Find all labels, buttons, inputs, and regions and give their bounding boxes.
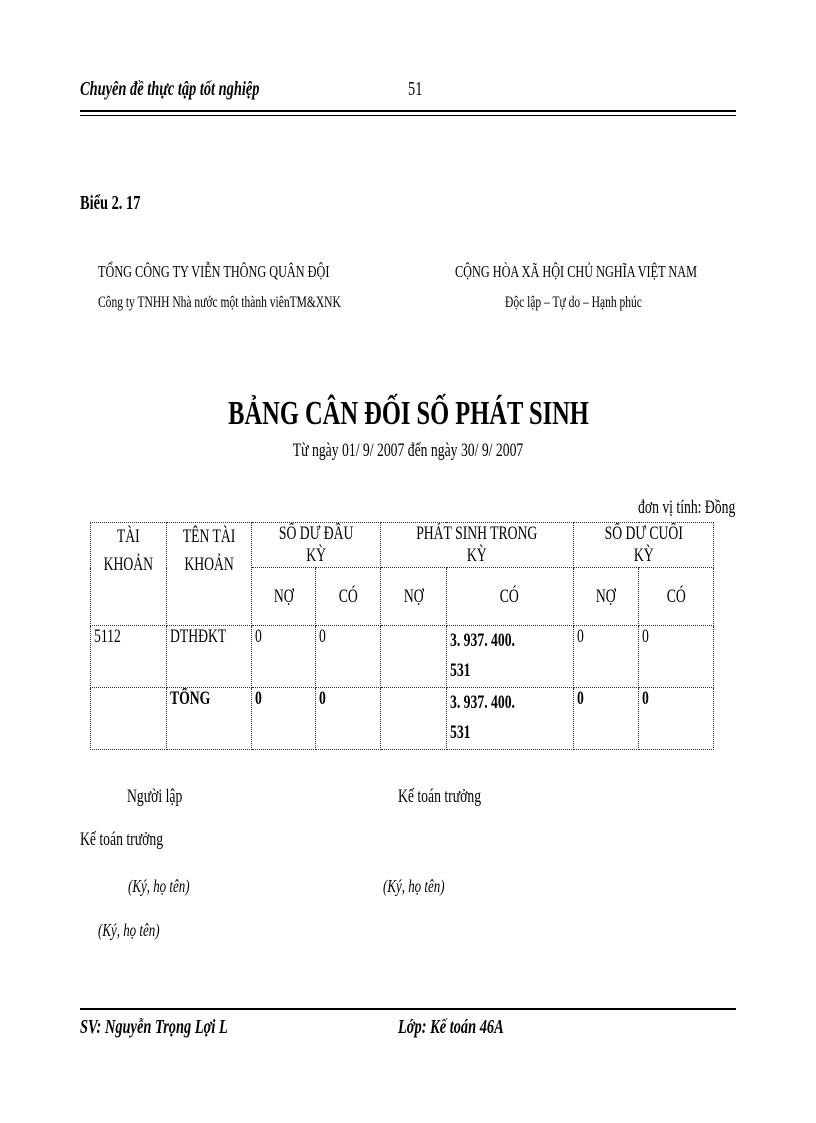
cell-open-credit: 0 [316, 626, 381, 688]
header-movement: PHÁT SINH TRONG KỲ [380, 523, 573, 568]
header-mov-credit: CÓ [446, 568, 573, 626]
table-row-total [91, 688, 714, 750]
header-mov-debit: NỢ [380, 568, 446, 626]
footer-student: SV: Nguyễn Trọng Lợi L [80, 1016, 228, 1038]
cell-close-debit: 0 [573, 688, 639, 750]
header-rule [80, 110, 736, 112]
cell-close-debit: 0 [573, 626, 639, 688]
unit-note: đơn vị tính: Đồng [638, 497, 736, 518]
org-name: TỔNG CÔNG TY VIỄN THÔNG QUÂN ĐỘI [98, 262, 330, 281]
header-close-debit: NỢ [573, 568, 639, 626]
page-number: 51 [408, 78, 423, 100]
cell-close-credit: 0 [639, 626, 714, 688]
header-closing: SỐ DƯ CUỐI KỲ [573, 523, 714, 568]
org-subname: Công ty TNHH Nhà nước một thành viênTM&XNK [98, 294, 341, 311]
cell-open-credit: 0 [316, 688, 381, 750]
nation-motto: Độc lập – Tự do – Hạnh phúc [505, 294, 642, 311]
cell-account-name: DTHĐKT [166, 626, 251, 688]
preparer-sign-note: (Ký, họ tên) [128, 876, 190, 896]
cell-mov-credit: 3. 937. 400. 531 [446, 626, 573, 688]
header-account: TÀI KHOẢN [91, 523, 167, 626]
report-period: Từ ngày 01/ 9/ 2007 đến ngày 30/ 9/ 2007 [292, 440, 524, 461]
header-opening: SỐ DƯ ĐẦU KỲ [251, 523, 380, 568]
cell-open-debit: 0 [251, 626, 316, 688]
cell-mov-credit: 3. 937. 400. 531 [446, 688, 573, 750]
preparer-label: Người lập [127, 786, 183, 807]
doc-label: Biểu 2. 17 [80, 192, 141, 214]
footer-class: Lớp: Kế toán 46A [398, 1016, 504, 1038]
cell-open-debit: 0 [251, 688, 316, 750]
table-row [91, 626, 714, 688]
chief-sign-note: (Ký, họ tên) [383, 876, 445, 896]
cell-close-credit: 0 [639, 688, 714, 750]
report-title: BẢNG CÂN ĐỐI SỐ PHÁT SINH [227, 395, 589, 432]
chief-sign-note-2: (Ký, họ tên) [98, 920, 160, 940]
footer-rule [80, 1008, 736, 1010]
cell-mov-debit [380, 688, 446, 750]
cell-account [91, 688, 167, 750]
chief-accountant-label: Kế toán trưởng [398, 786, 482, 807]
nation-title: CỘNG HÒA XÃ HỘI CHỦ NGHĨA VIỆT NAM [455, 262, 697, 281]
header-title: Chuyên đề thực tập tốt nghiệp [80, 78, 260, 100]
balance-table [90, 522, 714, 750]
header-open-debit: NỢ [251, 568, 316, 626]
cell-account-name: TỔNG [166, 688, 251, 750]
header-close-credit: CÓ [639, 568, 714, 626]
cell-mov-debit [380, 626, 446, 688]
header-rule-thin [80, 115, 736, 116]
chief-accountant-label-2: Kế toán trưởng [80, 829, 164, 850]
header-account-name: TÊN TÀI KHOẢN [166, 523, 251, 626]
header-open-credit: CÓ [316, 568, 381, 626]
cell-account: 5112 [91, 626, 167, 688]
